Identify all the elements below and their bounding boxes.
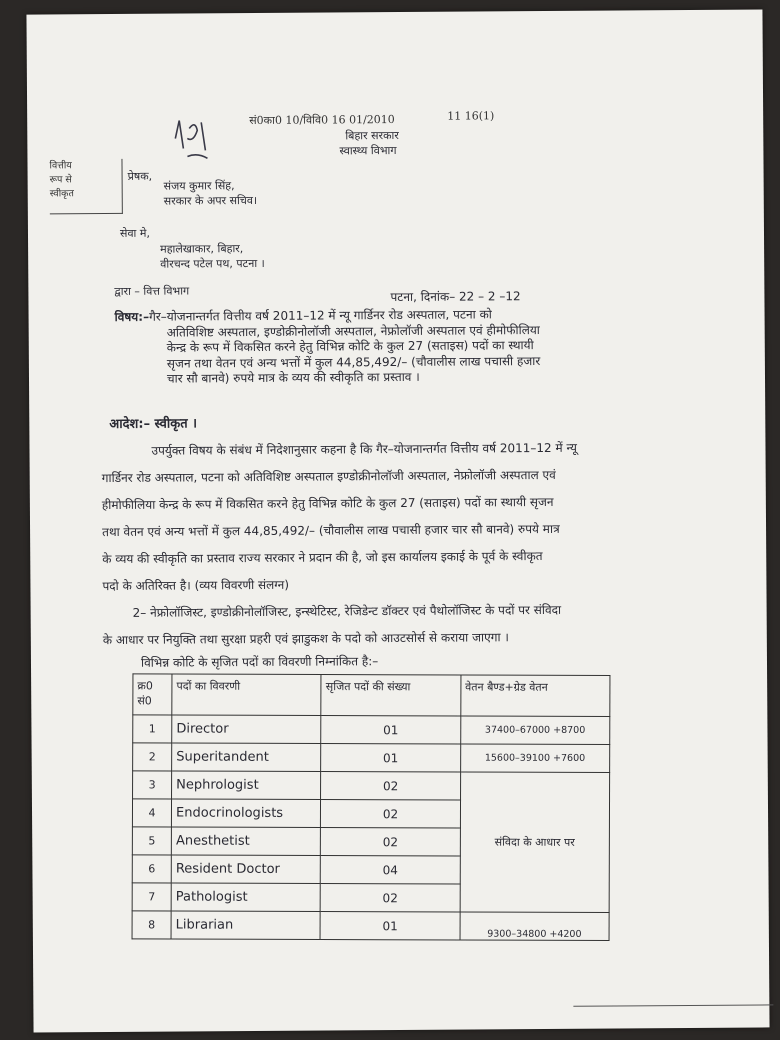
finance-approval-stamp: वित्तीय रूप से स्वीकृत (49, 159, 122, 215)
subject-block: विषय:–गैर–योजनान्तर्गत वित्तीय वर्ष 2011–12 में न्यू गार्डिनर रोड अस्पताल, पटना को अतिविशिष्ट अस्पताल, इण्डोक्रीनोलॉजी अस्पताल, नेफ्रोलॉजी अस्पताल एवं हीमोफीलिया केन्द्र के रूप में विकसित करने हेतु विभिन्न कोटि के कुल 27 (सताइस) पदों का स्थायी सृजन तथा वेतन एवं अन्य भत्तों में कुल 44,85,492/– (चौवालीस लाख पचासी हजार चार सौ बानवे) रुपये मात्र के व्यय की स्वीकृति का प्रस्ताव । (114, 307, 541, 386)
govt-name: बिहार सरकार (345, 128, 399, 143)
sender-name: संजय कुमार सिंह, (163, 179, 235, 193)
file-number: सं0का0 10/विवि0 16 01/2010 (249, 113, 395, 128)
letter-page (26, 9, 769, 1032)
sender-label: प्रेषक, (127, 169, 153, 183)
header-sno: क्र0 सं0 (133, 674, 172, 715)
order-line: आदेश:– स्वीकृत । (109, 416, 198, 433)
table-row: 5 Anesthetist 02 (132, 827, 609, 857)
recipient-label: सेवा मे, (119, 226, 151, 240)
body-paragraph-1: उपर्युक्त विषय के संबंध में निदेशानुसार कहना है कि गैर–योजनान्तर्गत वित्तीय वर्ष 2011–12 में न्यू गार्डिनर रोड अस्पताल, पटना को अतिविशिष्ट अस्पताल इण्डोक्रीनोलॉजी अस्पताल, नेफ्रोलॉजी अस्पताल एवं हीमोफीलिया केन्द्र के रूप में विकसित करने हेतु विभिन्न कोटि के कुल 27 (सताइस) पदों का स्थायी सृजन तथा वेतन एवं अन्य भत्तों में कुल 44,85,492/– (चौवालीस लाख पचासी हजार चार सौ बानवे) रुपये मात्र के व्यय की स्वीकृति का प्रस्ताव राज्य सरकार ने प्रदान की है, जो इस कार्यालय इकाई के पूर्व के स्वीकृत पदो के अतिरिक्त है। (व्यय विवरणी संलग्न) (101, 440, 578, 594)
contract-basis-cell: संविदा के आधार पर (460, 772, 610, 913)
table-row: 2 Superitandent 01 15600–39100 +7600 (133, 743, 610, 773)
handwritten-signature (167, 108, 227, 168)
recipient-line1: महालेखाकार, बिहार, (160, 242, 244, 256)
department-name: स्वास्थ्य विभाग (339, 144, 397, 158)
recipient-line2: वीरचन्द पटेल पथ, पटना । (160, 256, 265, 271)
via-department: द्वारा – वित्त विभाग (114, 284, 190, 298)
posts-table (132, 673, 611, 941)
table-row: 8 Librarian 01 9300–34800 +4200 (132, 911, 609, 941)
table-row: 6 Resident Doctor 04 (132, 855, 609, 885)
header-count: सृजित पदों की संख्या (321, 675, 460, 716)
table-row: 3 Nephrologist 02 संविदा के आधार पर (133, 771, 610, 801)
page-bottom-rule (573, 1004, 773, 1006)
table-row: 1 Director 01 37400–67000 +8700 (133, 715, 610, 745)
body-paragraph-2: 2– नेफ्रोलॉजिस्ट, इण्डोक्रीनोलॉजिस्ट, इन्स्थेटिस्ट, रेजिडेन्ट डॉक्टर एवं पैथोलॉजिस्ट के पदों पर संविदा के आधार पर नियुक्ति तथा सुरक्षा प्रहरी एवं झाडुकश के पदो को आउटसोर्स से कराया जाएगा । (102, 602, 562, 648)
subject-label: विषय:– (114, 309, 150, 324)
file-number-suffix: 11 16(1) (447, 109, 495, 123)
header-pay: वेतन बैण्ड+ग्रेड वेतन (460, 675, 609, 717)
table-intro: विभिन्न कोटि के सृजित पदों का विवरणी निम्नांकित है:– (140, 654, 379, 670)
letter-date: पटना, दिनांक– 22 – 2 –12 (390, 289, 521, 305)
table-row: 4 Endocrinologists 02 (132, 799, 609, 829)
sender-designation: सरकार के अपर सचिव। (163, 193, 258, 208)
header-post: पदों का विवरणी (172, 674, 321, 716)
table-row: 7 Pathologist 02 (132, 883, 609, 913)
